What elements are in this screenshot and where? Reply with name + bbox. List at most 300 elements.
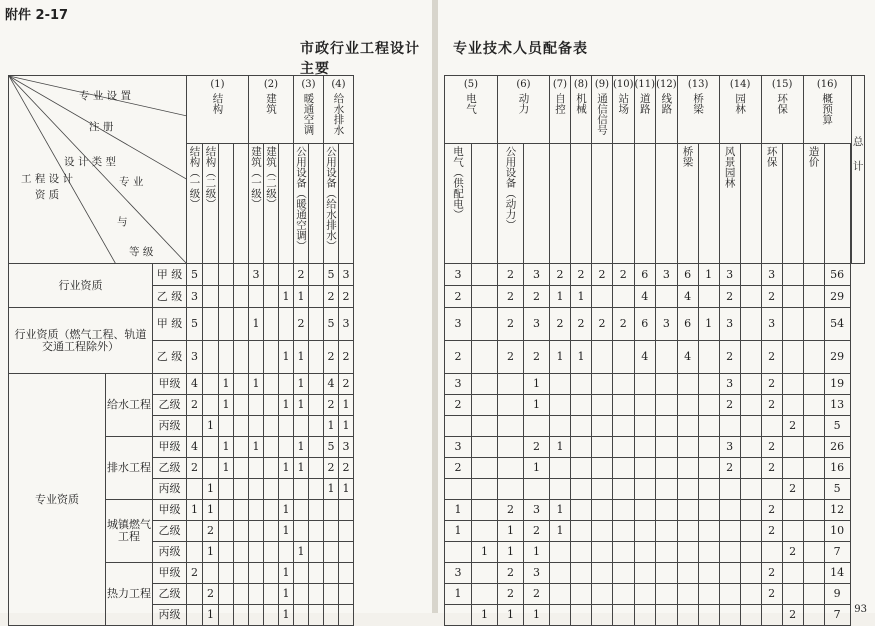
count-cell bbox=[203, 437, 219, 458]
corner-major-label: 专 业 bbox=[119, 176, 144, 188]
count-cell: 2 bbox=[339, 341, 354, 374]
count-cell: 2 bbox=[498, 264, 524, 286]
count-cell bbox=[324, 584, 339, 605]
count-cell bbox=[249, 341, 264, 374]
count-cell bbox=[445, 542, 472, 563]
total-cell: 13 bbox=[824, 395, 850, 416]
count-cell bbox=[634, 416, 656, 437]
table-row bbox=[9, 264, 354, 286]
count-cell: 3 bbox=[445, 308, 472, 341]
major-header-12 bbox=[656, 76, 678, 144]
count-cell bbox=[219, 341, 234, 374]
register-name: 公用设备（给水排水） bbox=[325, 146, 337, 251]
register-name: 结构（一级） bbox=[188, 146, 201, 209]
count-cell bbox=[634, 395, 656, 416]
major-header-14 bbox=[719, 76, 761, 144]
count-cell bbox=[592, 395, 613, 416]
major-number: (8) bbox=[573, 79, 589, 90]
count-cell: 4 bbox=[324, 374, 339, 395]
major-header-7 bbox=[550, 76, 571, 144]
count-cell: 4 bbox=[634, 286, 656, 308]
major-header-9 bbox=[592, 76, 613, 144]
count-cell: 2 bbox=[761, 521, 782, 542]
corner-register-label: 注 册 bbox=[89, 121, 114, 133]
major-name: 暖通空调 bbox=[302, 93, 315, 135]
total-cell: 5 bbox=[824, 479, 850, 500]
count-cell bbox=[324, 500, 339, 521]
count-cell bbox=[264, 416, 279, 437]
project-type: 城镇燃气工程 bbox=[106, 500, 153, 563]
count-cell: 2 bbox=[339, 286, 354, 308]
count-cell bbox=[782, 458, 803, 479]
count-cell: 1 bbox=[294, 542, 309, 563]
grade-cell: 甲级 bbox=[153, 500, 187, 521]
count-cell bbox=[279, 542, 294, 563]
register-header bbox=[677, 144, 698, 264]
count-cell bbox=[249, 416, 264, 437]
table-row bbox=[445, 286, 865, 308]
register-name: 造价 bbox=[807, 146, 820, 167]
count-cell bbox=[761, 416, 782, 437]
count-cell bbox=[498, 458, 524, 479]
count-cell: 3 bbox=[761, 264, 782, 286]
count-cell bbox=[634, 521, 656, 542]
table-row bbox=[445, 458, 865, 479]
count-cell: 2 bbox=[719, 341, 740, 374]
count-cell: 2 bbox=[445, 286, 472, 308]
count-cell: 2 bbox=[339, 374, 354, 395]
count-cell bbox=[803, 264, 824, 286]
count-cell bbox=[571, 521, 592, 542]
count-cell: 1 bbox=[203, 479, 219, 500]
count-cell bbox=[249, 500, 264, 521]
count-cell: 2 bbox=[187, 395, 203, 416]
count-cell bbox=[634, 437, 656, 458]
count-cell: 2 bbox=[294, 308, 309, 341]
count-cell bbox=[782, 500, 803, 521]
count-cell bbox=[264, 437, 279, 458]
count-cell: 1 bbox=[219, 437, 234, 458]
count-cell bbox=[524, 479, 550, 500]
register-header bbox=[656, 144, 678, 264]
count-cell bbox=[571, 500, 592, 521]
count-cell: 6 bbox=[634, 308, 656, 341]
count-cell: 2 bbox=[592, 264, 613, 286]
grade-cell: 甲级 bbox=[153, 437, 187, 458]
count-cell: 2 bbox=[324, 458, 339, 479]
count-cell bbox=[445, 416, 472, 437]
count-cell bbox=[550, 374, 571, 395]
register-name: 环保 bbox=[765, 146, 778, 167]
register-header bbox=[203, 144, 219, 264]
major-header-2 bbox=[249, 76, 294, 144]
count-cell: 1 bbox=[279, 286, 294, 308]
register-header bbox=[234, 144, 249, 264]
count-cell: 1 bbox=[187, 500, 203, 521]
count-cell: 1 bbox=[249, 374, 264, 395]
count-cell bbox=[740, 479, 761, 500]
count-cell bbox=[249, 286, 264, 308]
count-cell bbox=[613, 341, 635, 374]
count-cell bbox=[613, 437, 635, 458]
major-header-13 bbox=[677, 76, 719, 144]
count-cell bbox=[677, 479, 698, 500]
count-cell: 3 bbox=[249, 264, 264, 286]
count-cell bbox=[472, 458, 498, 479]
major-header-1 bbox=[187, 76, 249, 144]
count-cell: 1 bbox=[550, 341, 571, 374]
table-row bbox=[445, 374, 865, 395]
count-cell bbox=[677, 542, 698, 563]
count-cell bbox=[203, 264, 219, 286]
count-cell: 1 bbox=[698, 308, 719, 341]
count-cell bbox=[294, 584, 309, 605]
count-cell bbox=[234, 542, 249, 563]
count-cell: 1 bbox=[550, 437, 571, 458]
count-cell bbox=[613, 605, 635, 626]
count-cell bbox=[740, 605, 761, 626]
count-cell bbox=[782, 374, 803, 395]
count-cell bbox=[309, 563, 324, 584]
count-cell bbox=[472, 479, 498, 500]
count-cell: 6 bbox=[677, 264, 698, 286]
count-cell bbox=[740, 542, 761, 563]
register-header bbox=[294, 144, 309, 264]
table-row bbox=[445, 341, 865, 374]
total-cell: 16 bbox=[824, 458, 850, 479]
count-cell bbox=[472, 500, 498, 521]
count-cell bbox=[187, 584, 203, 605]
count-cell bbox=[187, 521, 203, 542]
count-cell: 1 bbox=[698, 264, 719, 286]
count-cell: 2 bbox=[550, 308, 571, 341]
count-cell bbox=[782, 395, 803, 416]
count-cell: 1 bbox=[203, 605, 219, 626]
left-page bbox=[0, 0, 432, 621]
register-header bbox=[740, 144, 761, 264]
grade-cell: 乙级 bbox=[153, 395, 187, 416]
register-name: 建筑（一级） bbox=[250, 146, 262, 209]
major-number: (1) bbox=[210, 79, 225, 90]
count-cell bbox=[472, 308, 498, 341]
count-cell bbox=[219, 264, 234, 286]
count-cell bbox=[656, 458, 678, 479]
register-header bbox=[309, 144, 324, 264]
count-cell bbox=[782, 563, 803, 584]
major-name: 给水排水 bbox=[332, 93, 345, 135]
staffing-table-right bbox=[444, 75, 865, 626]
count-cell: 4 bbox=[187, 437, 203, 458]
count-cell bbox=[309, 584, 324, 605]
count-cell: 2 bbox=[782, 416, 803, 437]
register-header bbox=[524, 144, 550, 264]
count-cell: 1 bbox=[472, 542, 498, 563]
count-cell bbox=[279, 264, 294, 286]
major-name: 环保 bbox=[776, 93, 789, 114]
count-cell bbox=[803, 286, 824, 308]
count-cell: 1 bbox=[498, 521, 524, 542]
count-cell bbox=[592, 542, 613, 563]
total-header bbox=[851, 76, 864, 264]
grade-cell: 甲 级 bbox=[153, 308, 187, 341]
major-header-5 bbox=[445, 76, 498, 144]
count-cell: 1 bbox=[279, 563, 294, 584]
total-cell: 10 bbox=[824, 521, 850, 542]
register-name: 桥梁 bbox=[681, 146, 694, 167]
count-cell: 2 bbox=[761, 374, 782, 395]
count-cell: 3 bbox=[445, 437, 472, 458]
count-cell: 1 bbox=[294, 374, 309, 395]
count-cell bbox=[592, 286, 613, 308]
count-cell bbox=[264, 264, 279, 286]
count-cell: 1 bbox=[294, 458, 309, 479]
count-cell bbox=[740, 521, 761, 542]
count-cell bbox=[550, 479, 571, 500]
count-cell bbox=[279, 479, 294, 500]
count-cell bbox=[249, 584, 264, 605]
count-cell: 1 bbox=[279, 605, 294, 626]
count-cell bbox=[498, 416, 524, 437]
count-cell bbox=[445, 479, 472, 500]
count-cell bbox=[294, 605, 309, 626]
count-cell: 1 bbox=[445, 500, 472, 521]
page-number: 93 bbox=[854, 604, 867, 615]
count-cell bbox=[203, 458, 219, 479]
count-cell bbox=[803, 341, 824, 374]
count-cell bbox=[761, 542, 782, 563]
count-cell bbox=[234, 437, 249, 458]
count-cell bbox=[803, 395, 824, 416]
table-row bbox=[445, 521, 865, 542]
count-cell: 1 bbox=[550, 500, 571, 521]
count-cell: 1 bbox=[571, 286, 592, 308]
count-cell bbox=[740, 395, 761, 416]
count-cell bbox=[656, 605, 678, 626]
count-cell bbox=[294, 563, 309, 584]
count-cell: 3 bbox=[524, 563, 550, 584]
count-cell bbox=[571, 605, 592, 626]
count-cell: 1 bbox=[294, 341, 309, 374]
count-cell: 1 bbox=[524, 458, 550, 479]
count-cell bbox=[634, 374, 656, 395]
count-cell: 2 bbox=[613, 308, 635, 341]
count-cell bbox=[740, 563, 761, 584]
count-cell: 1 bbox=[203, 542, 219, 563]
count-cell bbox=[592, 584, 613, 605]
count-cell bbox=[613, 542, 635, 563]
grade-cell: 乙 级 bbox=[153, 286, 187, 308]
major-header-3 bbox=[294, 76, 324, 144]
count-cell: 1 bbox=[203, 416, 219, 437]
count-cell bbox=[803, 458, 824, 479]
register-header bbox=[782, 144, 803, 264]
count-cell bbox=[219, 286, 234, 308]
count-cell bbox=[498, 479, 524, 500]
count-cell bbox=[309, 521, 324, 542]
count-cell bbox=[782, 308, 803, 341]
grade-cell: 乙 级 bbox=[153, 341, 187, 374]
count-cell bbox=[740, 500, 761, 521]
major-number: (15) bbox=[771, 79, 793, 90]
register-header bbox=[219, 144, 234, 264]
count-cell bbox=[571, 542, 592, 563]
count-cell bbox=[571, 416, 592, 437]
count-cell bbox=[803, 563, 824, 584]
count-cell bbox=[698, 479, 719, 500]
major-number: (9) bbox=[594, 79, 610, 90]
count-cell bbox=[234, 416, 249, 437]
count-cell: 2 bbox=[571, 264, 592, 286]
total-cell: 14 bbox=[824, 563, 850, 584]
count-cell: 2 bbox=[524, 584, 550, 605]
count-cell bbox=[592, 341, 613, 374]
count-cell bbox=[264, 308, 279, 341]
count-cell: 5 bbox=[324, 437, 339, 458]
major-number: (5) bbox=[463, 79, 479, 90]
count-cell bbox=[249, 395, 264, 416]
major-name: 动力 bbox=[517, 93, 530, 114]
count-cell: 3 bbox=[187, 341, 203, 374]
grade-cell: 丙级 bbox=[153, 479, 187, 500]
count-cell bbox=[498, 374, 524, 395]
count-cell bbox=[234, 521, 249, 542]
count-cell bbox=[656, 416, 678, 437]
count-cell bbox=[592, 563, 613, 584]
count-cell bbox=[656, 563, 678, 584]
count-cell bbox=[592, 479, 613, 500]
count-cell bbox=[203, 341, 219, 374]
count-cell: 1 bbox=[571, 341, 592, 374]
count-cell bbox=[339, 563, 354, 584]
count-cell: 2 bbox=[294, 264, 309, 286]
count-cell bbox=[187, 542, 203, 563]
count-cell: 3 bbox=[339, 264, 354, 286]
register-name: 结构（二级） bbox=[204, 146, 217, 209]
register-header bbox=[850, 144, 851, 264]
count-cell bbox=[264, 500, 279, 521]
major-header-4 bbox=[324, 76, 354, 144]
annex-label: 附件 2-17 bbox=[5, 8, 69, 23]
major-number: (2) bbox=[263, 79, 279, 90]
count-cell bbox=[219, 605, 234, 626]
count-cell bbox=[219, 563, 234, 584]
table-row bbox=[9, 374, 354, 395]
register-name: 建筑（二级） bbox=[265, 146, 277, 209]
total-cell: 9 bbox=[824, 584, 850, 605]
count-cell: 1 bbox=[219, 374, 234, 395]
project-type: 给水工程 bbox=[106, 374, 153, 437]
count-cell bbox=[656, 584, 678, 605]
count-cell: 1 bbox=[279, 500, 294, 521]
count-cell: 2 bbox=[761, 458, 782, 479]
major-header-10 bbox=[613, 76, 635, 144]
count-cell: 2 bbox=[498, 341, 524, 374]
count-cell bbox=[187, 416, 203, 437]
count-cell bbox=[782, 584, 803, 605]
count-cell: 1 bbox=[324, 479, 339, 500]
count-cell bbox=[740, 437, 761, 458]
count-cell: 3 bbox=[719, 437, 740, 458]
count-cell: 2 bbox=[613, 264, 635, 286]
count-cell: 1 bbox=[445, 584, 472, 605]
count-cell bbox=[550, 458, 571, 479]
count-cell: 1 bbox=[279, 584, 294, 605]
count-cell bbox=[803, 584, 824, 605]
corner-design-type-label: 设 计 类 型 bbox=[64, 156, 117, 168]
count-cell bbox=[339, 500, 354, 521]
header-row-2 bbox=[445, 144, 865, 264]
count-cell bbox=[187, 605, 203, 626]
count-cell bbox=[634, 458, 656, 479]
count-cell bbox=[656, 395, 678, 416]
major-number: (6) bbox=[516, 79, 531, 90]
count-cell bbox=[203, 395, 219, 416]
major-number: (16) bbox=[816, 79, 838, 90]
count-cell bbox=[550, 395, 571, 416]
count-cell bbox=[279, 374, 294, 395]
count-cell bbox=[592, 437, 613, 458]
major-name: 桥梁 bbox=[692, 93, 705, 114]
count-cell bbox=[677, 374, 698, 395]
count-cell: 2 bbox=[324, 286, 339, 308]
total-cell: 54 bbox=[824, 308, 850, 341]
count-cell: 2 bbox=[761, 286, 782, 308]
count-cell: 2 bbox=[761, 341, 782, 374]
count-cell bbox=[264, 542, 279, 563]
count-cell bbox=[698, 437, 719, 458]
count-cell bbox=[613, 500, 635, 521]
count-cell bbox=[592, 458, 613, 479]
register-header bbox=[698, 144, 719, 264]
count-cell bbox=[472, 563, 498, 584]
major-number: (10) bbox=[613, 79, 634, 90]
count-cell bbox=[613, 521, 635, 542]
grade-cell: 乙级 bbox=[153, 458, 187, 479]
count-cell bbox=[234, 584, 249, 605]
count-cell bbox=[219, 308, 234, 341]
count-cell bbox=[309, 416, 324, 437]
count-cell bbox=[309, 286, 324, 308]
count-cell bbox=[472, 416, 498, 437]
register-header bbox=[824, 144, 850, 264]
count-cell bbox=[249, 479, 264, 500]
count-cell: 1 bbox=[498, 542, 524, 563]
total-cell: 7 bbox=[824, 605, 850, 626]
total-cell: 29 bbox=[824, 286, 850, 308]
count-cell bbox=[234, 341, 249, 374]
count-cell: 3 bbox=[339, 437, 354, 458]
count-cell bbox=[264, 341, 279, 374]
table-row bbox=[445, 563, 865, 584]
count-cell: 3 bbox=[524, 264, 550, 286]
count-cell bbox=[445, 605, 472, 626]
count-cell: 3 bbox=[339, 308, 354, 341]
register-header bbox=[249, 144, 264, 264]
count-cell bbox=[219, 584, 234, 605]
count-cell bbox=[677, 416, 698, 437]
count-cell: 2 bbox=[187, 563, 203, 584]
count-cell: 3 bbox=[719, 308, 740, 341]
count-cell bbox=[698, 584, 719, 605]
count-cell: 3 bbox=[761, 308, 782, 341]
count-cell bbox=[264, 286, 279, 308]
count-cell: 2 bbox=[203, 521, 219, 542]
count-cell bbox=[613, 563, 635, 584]
count-cell bbox=[719, 479, 740, 500]
table-row bbox=[445, 584, 865, 605]
register-header bbox=[634, 144, 656, 264]
count-cell: 2 bbox=[782, 605, 803, 626]
